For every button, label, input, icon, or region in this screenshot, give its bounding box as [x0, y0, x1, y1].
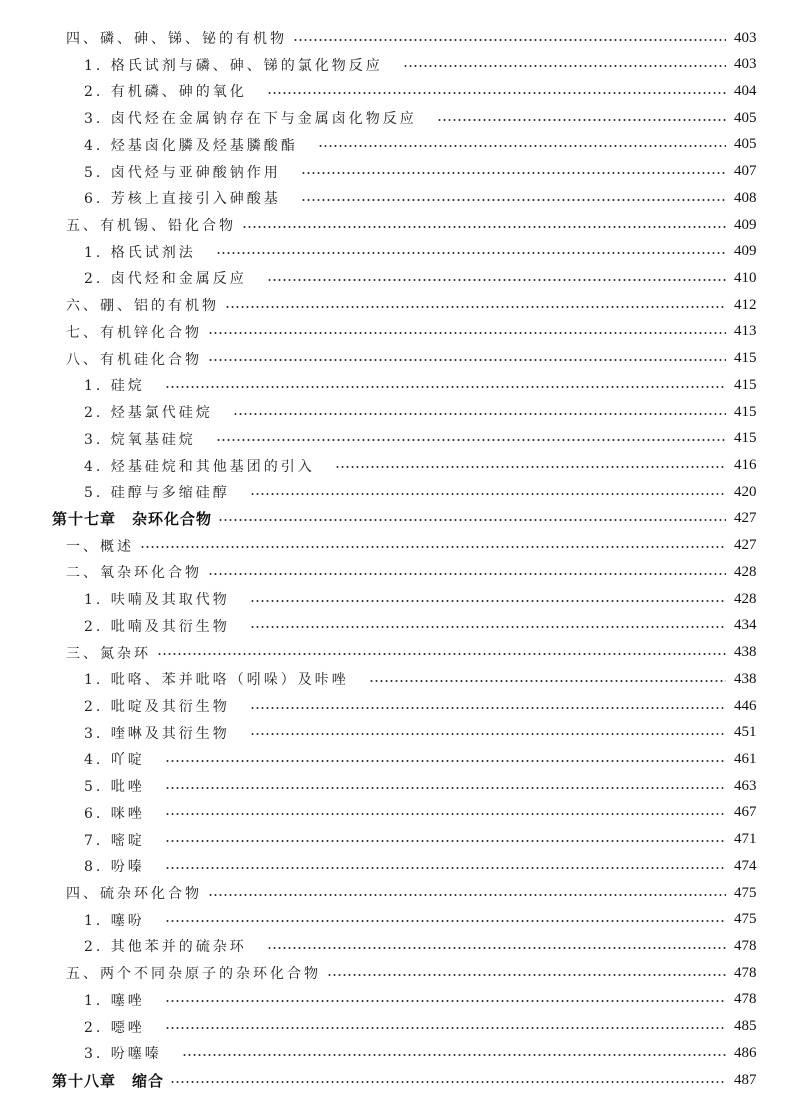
toc-entry-title: 六、硼、铝的有机物	[66, 298, 219, 315]
toc-entry-page-number: 434	[734, 617, 757, 634]
dot-leader	[327, 974, 726, 976]
toc-entry-title: 二、氧杂环化合物	[66, 565, 202, 582]
dot-leader	[216, 439, 726, 441]
toc-entry-item[interactable]	[0, 78, 800, 104]
toc-entry-item[interactable]	[0, 265, 800, 291]
toc-entry-title: 6. 咪唑	[84, 805, 145, 822]
toc-entry-title: 3. 喹啉及其衍生物	[84, 725, 230, 742]
toc-entry-page-number: 405	[734, 109, 757, 126]
toc-entry-title: 3. 烷氧基硅烷	[84, 431, 196, 448]
toc-entry-page-number: 409	[734, 216, 757, 233]
toc-entry-title: 2. 吡喃及其衍生物	[84, 618, 230, 635]
toc-entry-page-number: 463	[734, 777, 757, 794]
dot-leader	[165, 787, 726, 789]
toc-entry-page-number: 413	[734, 323, 757, 340]
toc-entry-page-number: 404	[734, 82, 757, 99]
toc-entry-title: 七、有机锌化合物	[66, 324, 202, 341]
toc-entry-title: 5. 硅醇与多缩硅醇	[84, 485, 230, 502]
dot-leader	[208, 573, 726, 575]
dot-leader	[301, 172, 726, 174]
toc-entry-page-number: 415	[734, 350, 757, 367]
toc-entry-item[interactable]	[0, 827, 800, 853]
dot-leader	[208, 332, 726, 334]
toc-entry-page-number: 410	[734, 269, 757, 286]
toc-entry-page-number: 409	[734, 243, 757, 260]
dot-leader	[242, 226, 726, 228]
dot-leader	[250, 600, 726, 602]
dot-leader	[165, 760, 726, 762]
dot-leader	[250, 626, 726, 628]
toc-entry-section[interactable]	[0, 212, 800, 238]
toc-entry-title: 第十七章 杂环化合物	[52, 510, 213, 529]
toc-entry-title: 2. 卤代烃和金属反应	[84, 271, 247, 288]
toc-entry-title: 2. 烃基氯代硅烷	[84, 405, 213, 422]
toc-entry-item[interactable]	[0, 853, 800, 879]
toc-entry-item[interactable]	[0, 666, 800, 692]
toc-entry-item[interactable]	[0, 586, 800, 612]
toc-entry-item[interactable]	[0, 746, 800, 772]
dot-leader	[369, 680, 726, 682]
toc-entry-page-number: 438	[734, 644, 757, 661]
toc-entry-page-number: 446	[734, 697, 757, 714]
toc-entry-title: 4. 烃基卤化膦及烃基膦酸酯	[84, 137, 298, 154]
toc-entry-title: 2. 其他苯并的硫杂环	[84, 939, 247, 956]
toc-entry-page-number: 405	[734, 136, 757, 153]
dot-leader	[301, 199, 726, 201]
dot-leader	[216, 252, 726, 254]
toc-entry-title: 2. 噁唑	[84, 1019, 145, 1036]
toc-entry-page-number: 427	[734, 537, 757, 554]
toc-entry-item[interactable]	[0, 613, 800, 639]
toc-entry-title: 1. 格氏试剂法	[84, 244, 196, 261]
toc-entry-item[interactable]	[0, 773, 800, 799]
toc-entry-item[interactable]	[0, 372, 800, 398]
toc-entry-page-number: 415	[734, 430, 757, 447]
dot-leader	[267, 279, 726, 281]
dot-leader	[267, 92, 726, 94]
toc-entry-section[interactable]	[0, 880, 800, 906]
dot-leader	[437, 119, 726, 121]
toc-entry-item[interactable]	[0, 159, 800, 185]
dot-leader	[165, 840, 726, 842]
toc-entry-title: 1. 吡咯、苯并吡咯（吲哚）及咔唑	[84, 672, 349, 689]
dot-leader	[250, 733, 726, 735]
dot-leader	[225, 306, 726, 308]
toc-entry-page-number: 467	[734, 804, 757, 821]
toc-entry-section[interactable]	[0, 640, 800, 666]
dot-leader	[293, 39, 726, 41]
toc-entry-chapter[interactable]	[0, 506, 800, 532]
toc-entry-item[interactable]	[0, 693, 800, 719]
toc-entry-page-number: 415	[734, 403, 757, 420]
toc-entry-item[interactable]	[0, 720, 800, 746]
toc-entry-page-number: 478	[734, 937, 757, 954]
toc-entry-item[interactable]	[0, 105, 800, 131]
dot-leader	[250, 493, 726, 495]
dot-leader	[165, 386, 726, 388]
toc-entry-section[interactable]	[0, 292, 800, 318]
toc-entry-title: 五、两个不同杂原子的杂环化合物	[66, 966, 321, 983]
toc-entry-item[interactable]	[0, 239, 800, 265]
toc-entry-title: 八、有机硅化合物	[66, 351, 202, 368]
toc-entry-page-number: 475	[734, 911, 757, 928]
toc-entry-page-number: 486	[734, 1044, 757, 1061]
dot-leader	[165, 1000, 726, 1002]
toc-entry-section[interactable]	[0, 960, 800, 986]
toc-entry-title: 4. 烃基硅烷和其他基团的引入	[84, 458, 315, 475]
toc-entry-title: 四、硫杂环化合物	[66, 886, 202, 903]
toc-entry-item[interactable]	[0, 132, 800, 158]
toc-entry-title: 5. 吡唑	[84, 779, 145, 796]
dot-leader	[165, 1027, 726, 1029]
toc-entry-title: 第十八章 缩合	[52, 1071, 165, 1090]
dot-leader	[170, 1081, 726, 1083]
toc-entry-item[interactable]	[0, 399, 800, 425]
toc-entry-title: 1. 格氏试剂与磷、砷、锑的氯化物反应	[84, 57, 383, 74]
toc-entry-page-number: 427	[734, 510, 757, 527]
toc-entry-title: 3. 吩噻嗪	[84, 1046, 162, 1063]
dot-leader	[165, 867, 726, 869]
toc-entry-page-number: 475	[734, 884, 757, 901]
toc-entry-item[interactable]	[0, 987, 800, 1013]
toc-entry-page-number: 471	[734, 831, 757, 848]
dot-leader	[208, 894, 726, 896]
toc-entry-item[interactable]	[0, 933, 800, 959]
toc-entry-page-number: 420	[734, 483, 757, 500]
dot-leader	[140, 546, 726, 548]
toc-entry-item[interactable]	[0, 52, 800, 78]
dot-leader	[403, 65, 726, 67]
toc-entry-page-number: 461	[734, 750, 757, 767]
toc-entry-title: 2. 吡啶及其衍生物	[84, 699, 230, 715]
toc-entry-page-number: 407	[734, 163, 757, 180]
toc-entry-page-number: 485	[734, 1018, 757, 1035]
toc-entry-title: 一、概述	[66, 538, 134, 555]
dot-leader	[208, 359, 726, 361]
dot-leader	[267, 947, 726, 949]
dot-leader	[218, 519, 726, 521]
dot-leader	[233, 413, 726, 415]
dot-leader	[250, 707, 726, 709]
toc-entry-page-number: 451	[734, 724, 757, 741]
toc-entry-page-number: 438	[734, 670, 757, 687]
dot-leader	[335, 466, 726, 468]
toc-entry-section[interactable]	[0, 559, 800, 585]
toc-entry-item[interactable]	[0, 426, 800, 452]
toc-entry-page-number: 408	[734, 189, 757, 206]
toc-entry-title: 1. 硅烷	[84, 378, 145, 395]
toc-entry-page-number: 415	[734, 376, 757, 393]
toc-entry-item[interactable]	[0, 1014, 800, 1040]
toc-entry-title: 2. 有机磷、砷的氧化	[84, 84, 247, 101]
toc-entry-title: 1. 呋喃及其取代物	[84, 592, 230, 609]
toc-entry-section[interactable]	[0, 533, 800, 559]
toc-entry-page-number: 412	[734, 296, 757, 313]
toc-entry-title: 四、磷、砷、锑、铋的有机物	[66, 31, 287, 47]
toc-entry-title: 1. 噻唑	[84, 992, 145, 1009]
toc-entry-title: 五、有机锡、铅化合物	[66, 218, 236, 235]
toc-entry-page-number: 478	[734, 964, 757, 981]
toc-entry-item[interactable]	[0, 907, 800, 933]
toc-entry-page-number: 487	[734, 1071, 757, 1088]
toc-entry-item[interactable]	[0, 185, 800, 211]
dot-leader	[157, 653, 726, 655]
toc-entry-page-number: 474	[734, 857, 757, 874]
toc-entry-title: 8. 吩嗪	[84, 859, 145, 876]
toc-entry-page-number: 403	[734, 29, 757, 46]
toc-entry-title: 6. 芳核上直接引入砷酸基	[84, 191, 281, 208]
toc-entry-section[interactable]	[0, 319, 800, 345]
toc-entry-section[interactable]	[0, 25, 800, 51]
toc-entry-item[interactable]	[0, 479, 800, 505]
toc-entry-page-number: 403	[734, 56, 757, 73]
toc-entry-title: 1. 噻吩	[84, 912, 145, 929]
toc-entry-title: 三、氮杂环	[66, 645, 151, 662]
dot-leader	[182, 1054, 726, 1056]
toc-entry-page-number: 428	[734, 590, 757, 607]
toc-entry-item[interactable]	[0, 453, 800, 479]
dot-leader	[165, 813, 726, 815]
toc-entry-title: 4. 吖啶	[84, 752, 145, 769]
toc-entry-item[interactable]	[0, 1040, 800, 1066]
toc-entry-title: 3. 卤代烃在金属钠存在下与金属卤化物反应	[84, 111, 417, 128]
toc-entry-page-number: 478	[734, 991, 757, 1008]
toc-entry-chapter[interactable]	[0, 1067, 800, 1093]
toc-entry-section[interactable]	[0, 346, 800, 372]
dot-leader	[318, 145, 726, 147]
toc-entry-page-number: 416	[734, 457, 757, 474]
toc-entry-item[interactable]	[0, 800, 800, 826]
toc-entry-page-number: 428	[734, 563, 757, 580]
toc-entry-title: 5. 卤代烃与亚砷酸钠作用	[84, 164, 281, 181]
toc-entry-title: 7. 嘧啶	[84, 832, 145, 849]
dot-leader	[165, 920, 726, 922]
